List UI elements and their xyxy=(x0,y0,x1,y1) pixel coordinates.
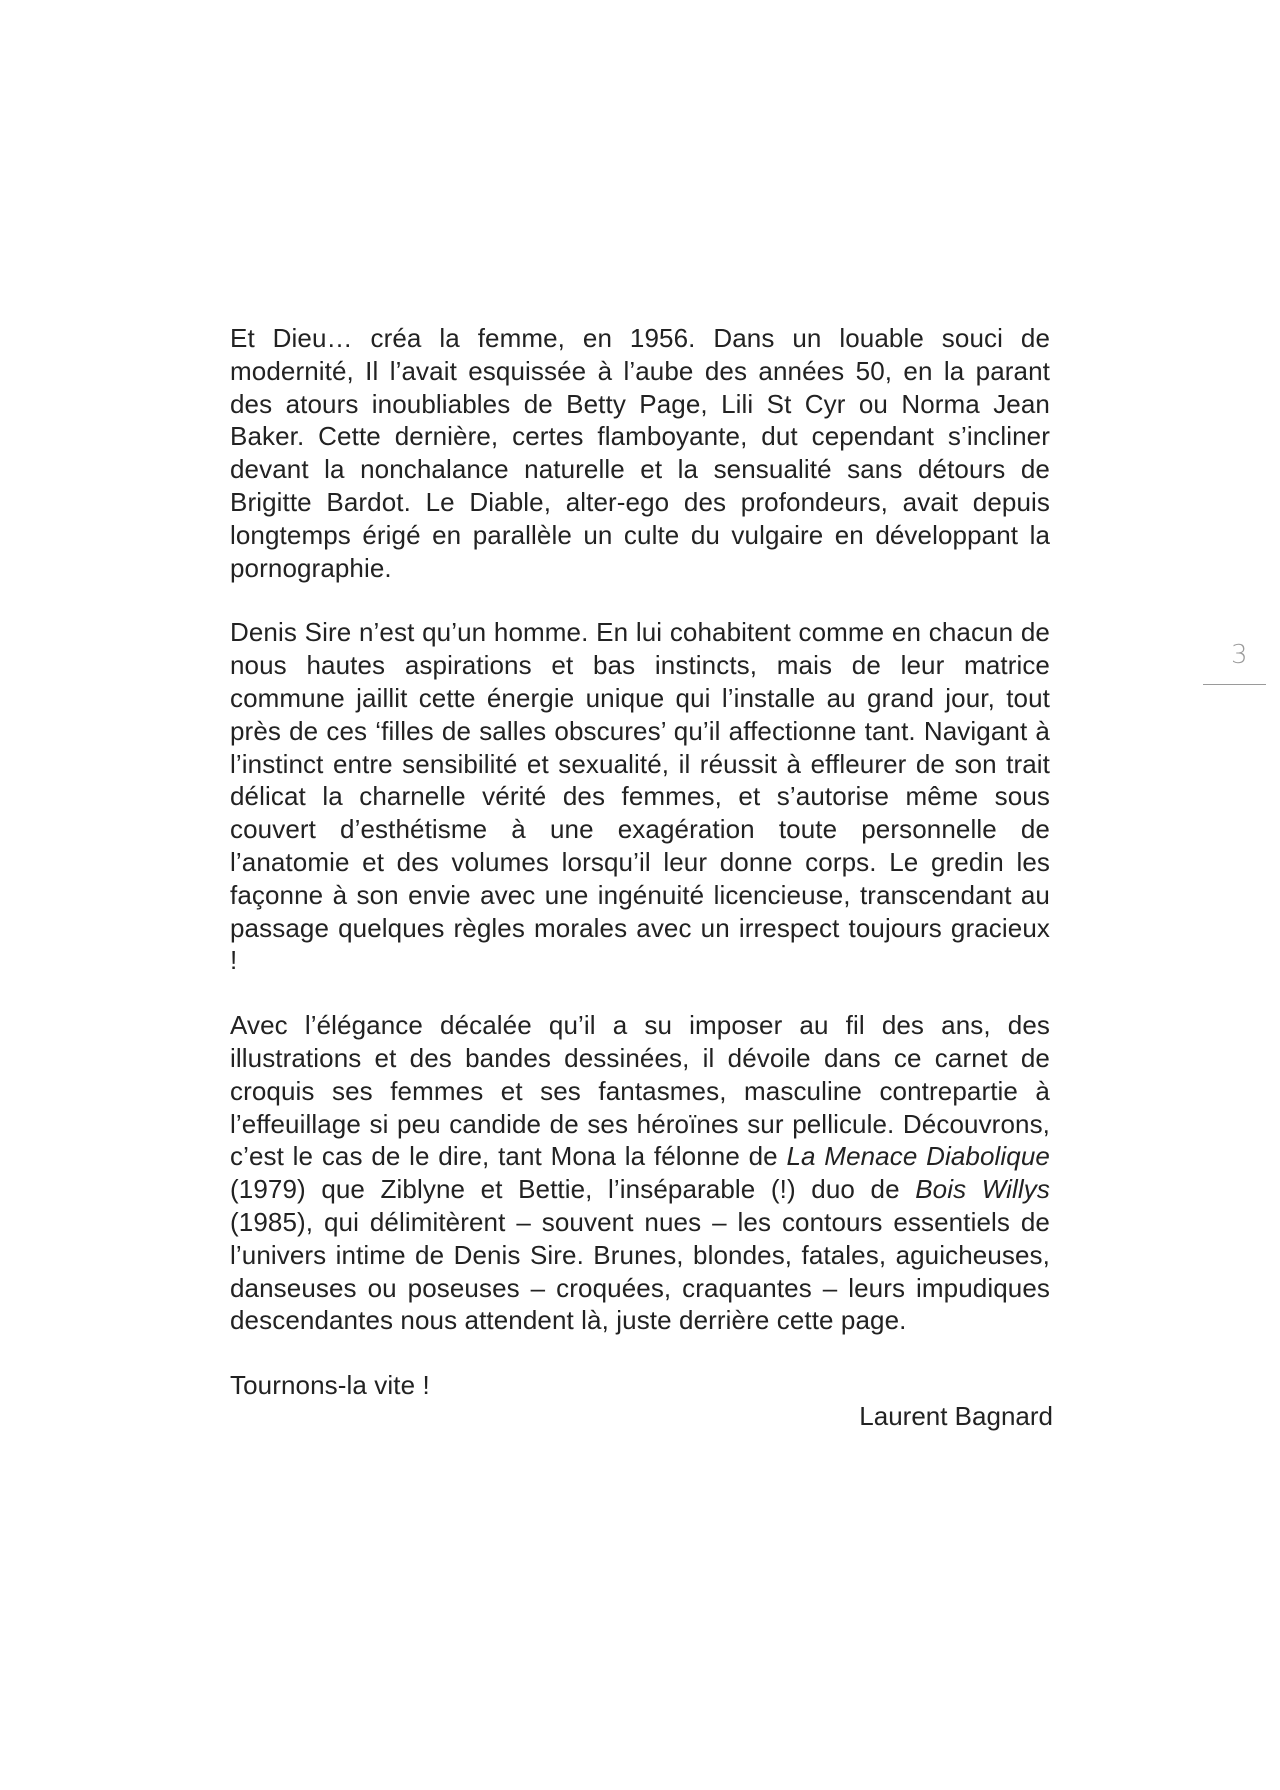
paragraph-elegance xyxy=(230,1009,1050,1337)
body-text xyxy=(230,322,1050,1402)
title-bois-willys: Bois Willys xyxy=(915,1174,1050,1205)
paragraph-elegance-part3: (1985), qui délimitèrent – souvent nues – les contours essentiels de l’univers intime de Denis Sire. Brunes, blondes, fatales, aguicheuses, danseuses ou poseuses – croquées, craquantes – leurs impudiques descendantes nous attendent là, juste derrière cette page. xyxy=(230,1206,1050,1336)
page-number: 3 xyxy=(1231,640,1248,670)
author-signature: Laurent Bagnard xyxy=(859,1401,1053,1431)
closing-line: Tournons-la vite ! xyxy=(230,1370,430,1401)
page-number-rule xyxy=(1203,684,1266,685)
paragraph-elegance-part1: Avec l’élégance décalée qu’il a su imposer au fil des ans, des illustrations et des bandes dessinées, il dévoile dans ce carnet de croquis ses femmes et ses fantasmes, masculine contrepartie à l’effeuillage si peu candide de ses héroïnes sur pellicule. Découvrons, c’est le cas de le dire, tant Mona la félonne de xyxy=(230,1010,1050,1172)
paragraph-intro: Et Dieu… créa la femme, en 1956. Dans un louable souci de modernité, Il l’avait esquissée à l’aube des années 50, en la parant des atours inoubliables de Betty Page, Lili St Cyr ou Norma Jean Baker. Cette dernière, certes flamboyante, dut cependant s’incliner devant la nonchalance naturelle et la sensualité sans détours de Brigitte Bardot. Le Diable, alter-ego des profondeurs, avait depuis longtemps érigé en parallèle un culte du vulgaire en développant la pornographie. xyxy=(230,323,1050,583)
paragraph-denis-sire: Denis Sire n’est qu’un homme. En lui cohabitent comme en chacun de nous hautes aspirations et bas instincts, mais de leur matrice commune jaillit cette énergie unique qui l’installe au grand jour, tout près de ces ‘filles de salles obscures’ qu’il affectionne tant. Navigant à l’instinct entre sensibilité et sexualité, il réussit à effleurer de son trait délicat la charnelle vérité des femmes, et s’autorise même sous couvert d’esthétisme à une exagération toute personnelle de l’anatomie et des volumes lorsqu’il leur donne corps. Le gredin les façonne à son envie avec une ingénuité licencieuse, transcendant au passage quelques règles morales avec un irrespect toujours gracieux ! xyxy=(230,617,1050,976)
title-la-menace-diabolique: La Menace Diabolique xyxy=(786,1141,1050,1172)
paragraph-elegance-part2: (1979) que Ziblyne et Bettie, l’inséparable (!) duo de xyxy=(230,1174,916,1205)
